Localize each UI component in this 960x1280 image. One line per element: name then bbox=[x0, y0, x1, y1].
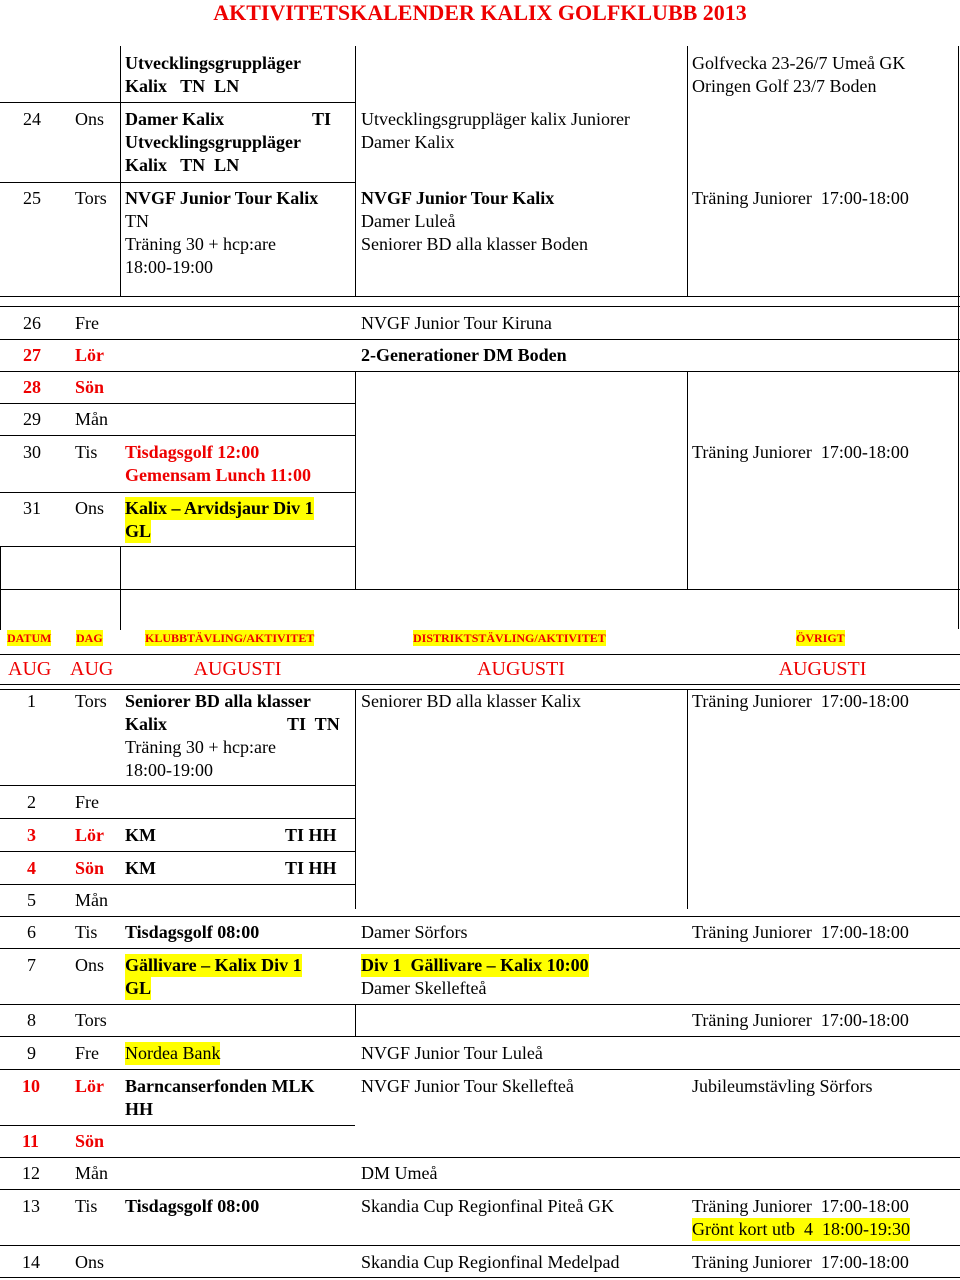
club-activity: Utvecklingsgruppläger bbox=[125, 53, 302, 73]
day-name: Tors bbox=[75, 188, 107, 208]
club-activity: Damer Kalix bbox=[125, 109, 225, 129]
club-activity: Barncanserfonden MLK bbox=[125, 1076, 315, 1096]
club-tag: TI TN bbox=[287, 714, 340, 734]
day-name: Tors bbox=[75, 1010, 107, 1030]
day-name: Ons bbox=[75, 955, 105, 975]
club-tag: TI bbox=[312, 109, 332, 129]
date-number: 9 bbox=[27, 1043, 36, 1063]
other-activity: Träning Juniorer 17:00-18:00 bbox=[692, 1252, 909, 1272]
date-number: 25 bbox=[23, 188, 41, 208]
district-activity: Skandia Cup Regionfinal Piteå GK bbox=[361, 1196, 614, 1216]
date-number: 5 bbox=[27, 890, 36, 910]
page-title: AKTIVITETSKALENDER KALIX GOLFKLUBB 2013 bbox=[213, 0, 747, 25]
district-activity: NVGF Junior Tour Kalix bbox=[361, 188, 555, 208]
month-district: AUGUSTI bbox=[477, 658, 565, 680]
club-activity: Tisdagsgolf 08:00 bbox=[125, 922, 260, 942]
club-activity: Utvecklingsgruppläger bbox=[125, 132, 302, 152]
header-dag: DAG bbox=[76, 631, 103, 645]
date-number: 1 bbox=[27, 691, 36, 711]
district-activity: Damer Luleå bbox=[361, 211, 456, 231]
day-name: Tors bbox=[75, 691, 107, 711]
day-name: Fre bbox=[75, 313, 99, 333]
club-activity: HH bbox=[125, 1099, 154, 1119]
club-activity: KM bbox=[125, 825, 156, 845]
day-name: Sön bbox=[75, 1131, 105, 1151]
day-name: Fre bbox=[75, 792, 99, 812]
month-club: AUGUSTI bbox=[193, 658, 282, 680]
club-activity: TN bbox=[125, 211, 149, 231]
other-activity: Jubileumstävling Sörfors bbox=[692, 1076, 873, 1096]
other-activity: Träning Juniorer 17:00-18:00 bbox=[692, 922, 909, 942]
club-activity: Kalix bbox=[125, 714, 168, 734]
day-name: Tis bbox=[75, 442, 98, 462]
month-short: AUG bbox=[8, 658, 52, 680]
district-activity: Seniorer BD alla klasser Kalix bbox=[361, 691, 581, 711]
day-name: Tis bbox=[75, 1196, 98, 1216]
day-name: Fre bbox=[75, 1043, 99, 1063]
club-activity: GL bbox=[125, 521, 152, 541]
day-name: Ons bbox=[75, 498, 105, 518]
other-activity: Träning Juniorer 17:00-18:00 bbox=[692, 442, 909, 462]
date-number: 27 bbox=[23, 345, 41, 365]
day-name: Sön bbox=[75, 858, 105, 878]
date-number: 7 bbox=[27, 955, 36, 975]
club-activity: 18:00-19:00 bbox=[125, 257, 213, 277]
club-activity: Träning 30 + hcp:are bbox=[125, 737, 276, 757]
header-datum: DATUM bbox=[7, 631, 52, 645]
day-name: Sön bbox=[75, 377, 105, 397]
club-activity: 18:00-19:00 bbox=[125, 760, 213, 780]
date-number: 30 bbox=[23, 442, 41, 462]
date-number: 31 bbox=[23, 498, 41, 518]
district-activity: Div 1 Gällivare – Kalix 10:00 bbox=[361, 955, 589, 975]
month-other: AUGUSTI bbox=[778, 658, 867, 680]
header-district: DISTRIKTSTÄVLING/AKTIVITET bbox=[413, 631, 606, 645]
district-activity: 2-Generationer DM Boden bbox=[361, 345, 567, 365]
club-activity: KM bbox=[125, 858, 156, 878]
club-activity: Gällivare – Kalix Div 1 bbox=[125, 955, 302, 975]
district-activity: Damer Skellefteå bbox=[361, 978, 487, 998]
district-activity: NVGF Junior Tour Luleå bbox=[361, 1043, 543, 1063]
date-number: 24 bbox=[23, 109, 41, 129]
club-activity: Tisdagsgolf 08:00 bbox=[125, 1196, 260, 1216]
other-activity: Träning Juniorer 17:00-18:00 bbox=[692, 691, 909, 711]
day-name: Mån bbox=[75, 409, 108, 429]
date-number: 14 bbox=[22, 1252, 40, 1272]
other-activity: Golfvecka 23-26/7 Umeå GK bbox=[692, 53, 906, 73]
day-name: Ons bbox=[75, 1252, 105, 1272]
date-number: 29 bbox=[23, 409, 41, 429]
date-number: 12 bbox=[22, 1163, 40, 1183]
district-activity: Utvecklingsgruppläger kalix Juniorer bbox=[361, 109, 630, 129]
district-activity: Damer Kalix bbox=[361, 132, 455, 152]
day-name: Lör bbox=[75, 825, 104, 845]
club-tag: TI HH bbox=[285, 825, 337, 845]
club-activity: Seniorer BD alla klasser bbox=[125, 691, 311, 711]
district-activity: Skandia Cup Regionfinal Medelpad bbox=[361, 1252, 620, 1272]
club-activity: Nordea Bank bbox=[125, 1043, 221, 1063]
date-number: 3 bbox=[27, 825, 36, 845]
club-activity: Kalix – Arvidsjaur Div 1 bbox=[125, 498, 314, 518]
club-tag: TI HH bbox=[285, 858, 337, 878]
day-name: Lör bbox=[75, 345, 104, 365]
district-activity: NVGF Junior Tour Skellefteå bbox=[361, 1076, 574, 1096]
club-activity: GL bbox=[125, 978, 152, 998]
date-number: 10 bbox=[22, 1076, 40, 1096]
club-activity: Kalix TN LN bbox=[125, 76, 240, 96]
district-activity: Damer Sörfors bbox=[361, 922, 468, 942]
date-number: 26 bbox=[23, 313, 41, 333]
date-number: 8 bbox=[27, 1010, 36, 1030]
club-activity: Träning 30 + hcp:are bbox=[125, 234, 276, 254]
date-number: 4 bbox=[27, 858, 36, 878]
date-number: 2 bbox=[27, 792, 36, 812]
other-activity: Träning Juniorer 17:00-18:00 bbox=[692, 1196, 909, 1216]
month-short: AUG bbox=[70, 658, 114, 680]
club-activity: Gemensam Lunch 11:00 bbox=[125, 465, 312, 485]
date-number: 28 bbox=[23, 377, 41, 397]
club-activity: Kalix TN LN bbox=[125, 155, 240, 175]
district-activity: DM Umeå bbox=[361, 1163, 438, 1183]
other-activity: Oringen Golf 23/7 Boden bbox=[692, 76, 877, 96]
day-name: Lör bbox=[75, 1076, 104, 1096]
other-activity: Grönt kort utb 4 18:00-19:30 bbox=[692, 1219, 910, 1239]
day-name: Mån bbox=[75, 1163, 108, 1183]
day-name: Tis bbox=[75, 922, 98, 942]
header-other: ÖVRIGT bbox=[796, 631, 845, 645]
club-activity: NVGF Junior Tour Kalix bbox=[125, 188, 319, 208]
header-club: KLUBBTÄVLING/AKTIVITET bbox=[145, 631, 315, 645]
date-number: 13 bbox=[22, 1196, 40, 1216]
day-name: Ons bbox=[75, 109, 105, 129]
day-name: Mån bbox=[75, 890, 108, 910]
date-number: 11 bbox=[22, 1131, 40, 1151]
other-activity: Träning Juniorer 17:00-18:00 bbox=[692, 1010, 909, 1030]
club-activity: Tisdagsgolf 12:00 bbox=[125, 442, 260, 462]
district-activity: NVGF Junior Tour Kiruna bbox=[361, 313, 552, 333]
date-number: 6 bbox=[27, 922, 36, 942]
other-activity: Träning Juniorer 17:00-18:00 bbox=[692, 188, 909, 208]
district-activity: Seniorer BD alla klasser Boden bbox=[361, 234, 588, 254]
